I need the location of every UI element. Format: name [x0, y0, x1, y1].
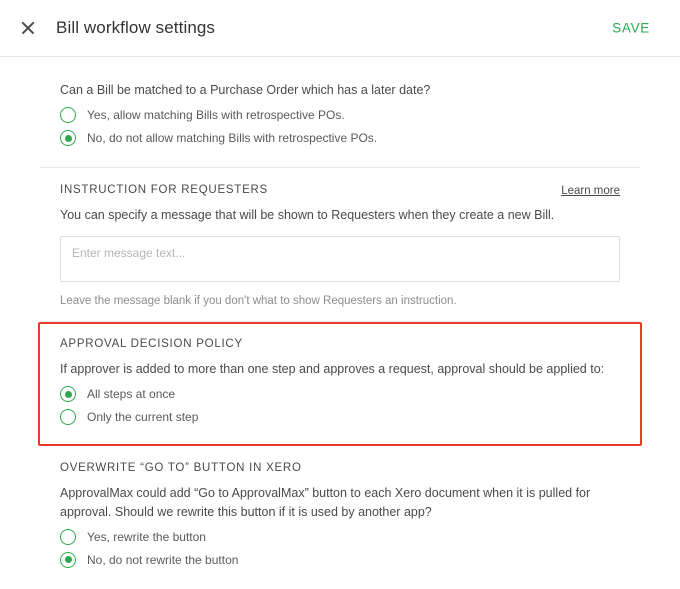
approval-policy-option-all-steps-label: All steps at once — [87, 387, 176, 402]
section-approval-decision-policy — [38, 322, 642, 446]
section-instruction-for-requesters — [40, 168, 640, 322]
po-matching-option-no-label: No, do not allow matching Bills with retrospective POs. — [87, 131, 378, 146]
approval-policy-option-current-step-label: Only the current step — [87, 410, 199, 425]
overwrite-goto-option-no[interactable] — [60, 552, 620, 568]
po-matching-option-no[interactable] — [60, 130, 620, 146]
po-matching-question: Can a Bill be matched to a Purchase Order which has a later date? — [60, 83, 431, 97]
radio-checked-icon — [60, 130, 76, 146]
approval-policy-title: APPROVAL DECISION POLICY — [60, 338, 243, 351]
dialog-header — [0, 0, 680, 57]
po-matching-option-yes-label: Yes, allow matching Bills with retrospective POs. — [87, 108, 345, 123]
close-button[interactable] — [0, 0, 56, 56]
approval-policy-description: If approver is added to more than one step and approves a request, approval should be applied to: — [60, 362, 605, 377]
radio-unchecked-icon — [60, 409, 76, 425]
section-po-matching — [40, 57, 640, 168]
settings-body — [0, 57, 680, 567]
overwrite-goto-option-yes[interactable] — [60, 529, 620, 545]
message-text-input[interactable] — [60, 236, 620, 282]
overwrite-goto-option-no-label: No, do not rewrite the button — [87, 552, 239, 567]
radio-unchecked-icon — [60, 529, 76, 545]
radio-checked-icon — [60, 552, 76, 568]
overwrite-goto-description: ApprovalMax could add “Go to ApprovalMax” button to each Xero document when it is pulled for approval. Should we rewrite this button if it is used by another app? — [60, 486, 591, 519]
close-icon — [20, 20, 36, 36]
approval-policy-option-current-step[interactable] — [60, 409, 620, 425]
instruction-section-title: INSTRUCTION FOR REQUESTERS — [60, 184, 268, 197]
approval-policy-option-all-steps[interactable] — [60, 386, 620, 402]
po-matching-option-yes[interactable] — [60, 107, 620, 123]
overwrite-goto-option-yes-label: Yes, rewrite the button — [87, 529, 206, 544]
section-overwrite-goto-button — [40, 446, 640, 588]
save-button[interactable]: SAVE — [604, 15, 658, 42]
page-title: Bill workflow settings — [56, 18, 216, 37]
learn-more-link[interactable]: Learn more — [561, 185, 620, 198]
overwrite-goto-title: OVERWRITE “GO TO” BUTTON IN XERO — [60, 462, 302, 475]
instruction-helper-text: Leave the message blank if you don't what to show Requesters an instruction. — [60, 295, 457, 308]
instruction-description: You can specify a message that will be shown to Requesters when they create a new Bill. — [60, 208, 555, 223]
radio-checked-icon — [60, 386, 76, 402]
radio-unchecked-icon — [60, 107, 76, 123]
